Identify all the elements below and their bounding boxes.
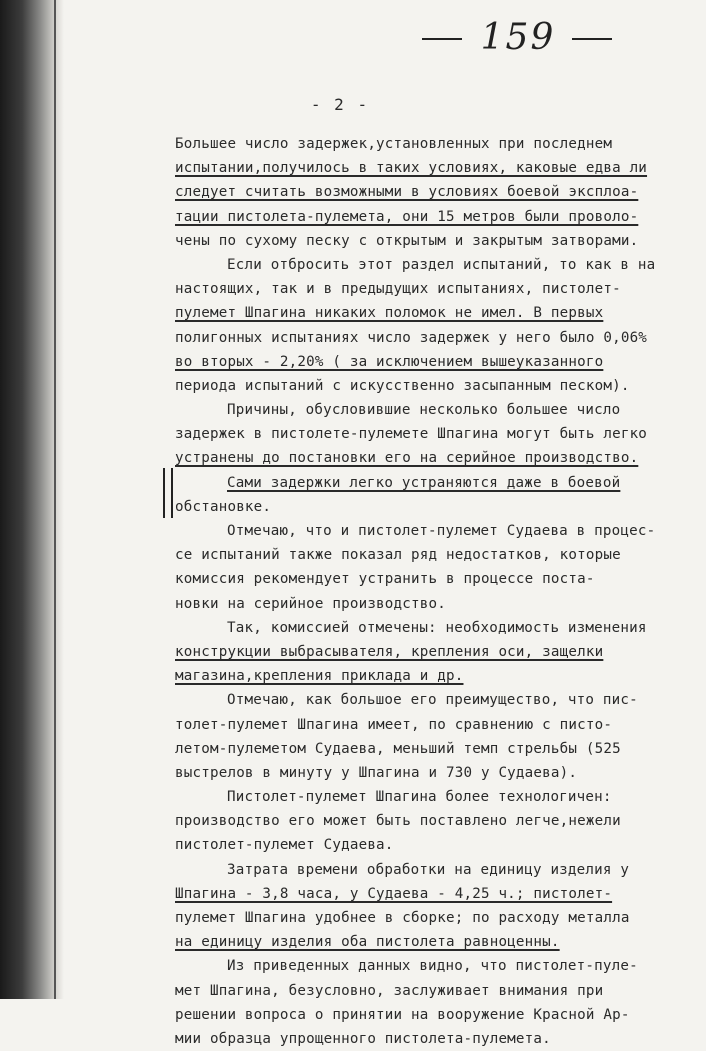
margin-mark <box>163 468 173 518</box>
text-line: на единицу изделия оба пистолета равноценны. <box>175 934 560 951</box>
text-line: конструкции выбрасывателя, крепления оси, защелки <box>175 643 604 660</box>
text-line: магазина,крепления приклада и др. <box>175 668 464 685</box>
archive-page-number: 159 <box>418 8 618 68</box>
text-line: задержек в пистолете-пулемете Шпагина могут быть легко <box>175 426 648 443</box>
text-line: Пистолет-пулемет Шпагина более технологичен: <box>227 789 612 806</box>
text-line: Большее число задержек,установленных при последнем <box>175 136 613 152</box>
text-line: Шпагина - 3,8 часа, у Судаева - 4,25 ч.; пистолет- <box>175 885 613 902</box>
text-line: во вторых - 2,20% ( за исключением вышеуказанного <box>175 353 604 370</box>
text-line: полигонных испытаниях число задержек у него было 0,06% <box>175 329 648 346</box>
text-line: производство его может быть поставлено легче,нежели <box>175 813 621 830</box>
text-line: периода испытаний с искусственно засыпанным песком). <box>175 377 630 394</box>
text-line: новки на серийное производство. <box>175 595 446 612</box>
text-line: пулемет Шпагина удобнее в сборке; по расходу металла <box>175 910 630 926</box>
text-line: чены по сухому песку с открытым и закрытым затворами. <box>175 232 639 249</box>
text-line: комиссия рекомендует устранить в процессе поста- <box>175 571 595 588</box>
page-number: - 2 - <box>310 95 370 114</box>
text-line: Затрата времени обработки на единицу изделия у <box>227 861 630 878</box>
text-line: Сами задержки легко устраняются даже в боевой <box>227 474 621 491</box>
text-line: следует считать возможными в условиях боевой эксплоа- <box>175 184 639 201</box>
text-line: Отмечаю, как большое его преимущество, что пис- <box>227 692 638 709</box>
text-line: Так, комиссией отмечены: необходимость изменения <box>227 619 647 636</box>
text-line: обстановке. <box>175 498 272 515</box>
text-line: испытании,получилось в таких условиях, каковые едва ли <box>175 160 648 177</box>
text-line: пистолет-пулемет Судаева. <box>175 837 394 854</box>
text-line: Из приведенных данных видно, что пистолет-пуле- <box>227 958 638 975</box>
text-line: летом-пулеметом Судаева, меньший темп стрельбы (525 <box>175 740 621 757</box>
text-line: тации пистолета-пулемета, они 15 метров были проволо- <box>175 208 639 225</box>
text-line: выстрелов в минуту у Шпагина и 730 у Судаева). <box>175 764 578 781</box>
text-line: решении вопроса о принятии на вооружение Красной Ар- <box>175 1006 630 1023</box>
text-line: Причины, обусловившие несколько большее число <box>227 402 621 419</box>
text-line: пулемет Шпагина никаких поломок не имел. В первых <box>175 305 604 322</box>
document-body <box>175 132 695 1051</box>
text-line: мет Шпагина, безусловно, заслуживает внимания при <box>175 982 604 999</box>
text-line: Если отбросить этот раздел испытаний, то как в на <box>227 256 656 273</box>
text-line: се испытаний также показал ряд недостатков, которые <box>175 547 621 564</box>
text-line: толет-пулемет Шпагина имеет, по сравнению с писто- <box>175 716 613 733</box>
text-line: настоящих, так и в предыдущих испытаниях, пистолет- <box>175 281 621 298</box>
text-line: мии образца упрощенного пистолета-пулемета. <box>175 1030 551 1047</box>
text-line: Отмечаю, что и пистолет-пулемет Судаева в процес- <box>227 523 656 539</box>
text-line: устранены до постановки его на серийное производство. <box>175 450 639 467</box>
